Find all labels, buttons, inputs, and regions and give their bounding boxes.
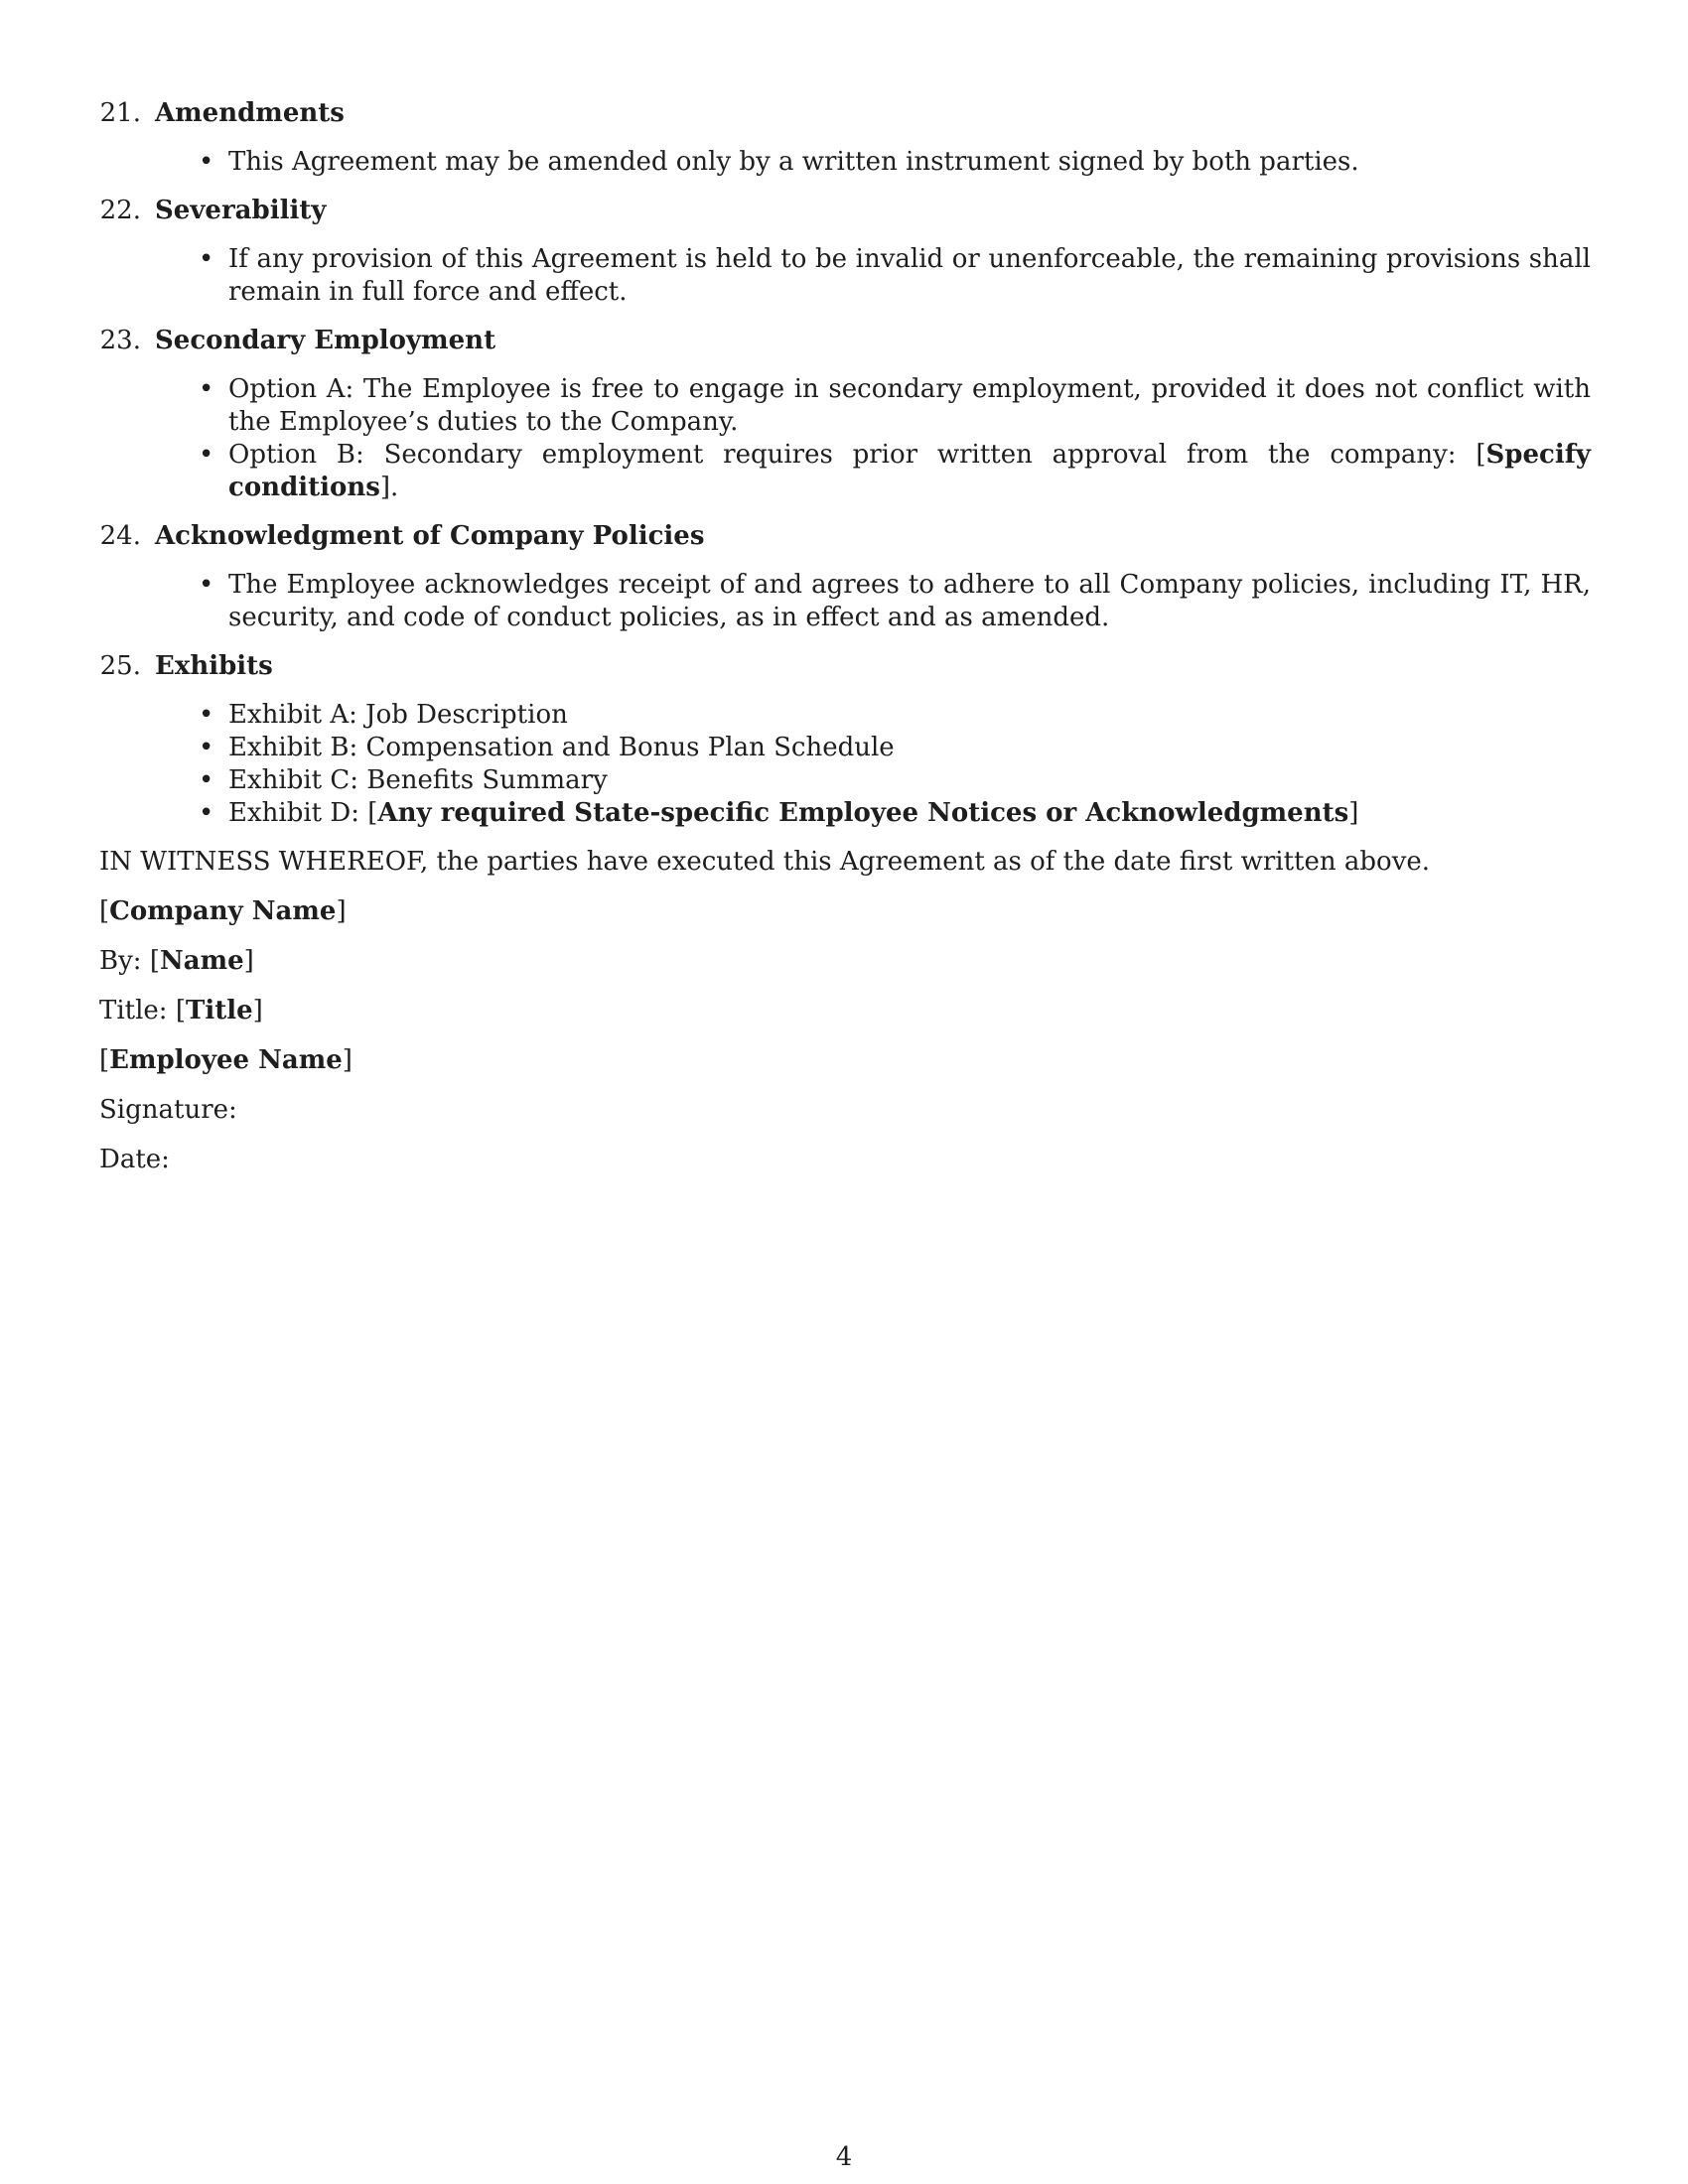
date-line: Date:: [99, 1145, 170, 1174]
section-heading: [99, 325, 1591, 357]
bullet-list: [99, 243, 1591, 309]
placeholder-title: Title: [185, 996, 253, 1025]
section-title: Severability: [155, 196, 327, 225]
section-title: Amendments: [155, 98, 345, 128]
section-title: Secondary Employment: [155, 326, 496, 355]
employee-name-line: [99, 1044, 1591, 1077]
option-b-prefix: Option B: Secondary employment requires prior written approval from the company: [: [228, 440, 1486, 470]
section-exhibits: [99, 650, 1591, 830]
placeholder-name: Name: [159, 946, 244, 976]
bullet-list: [99, 699, 1591, 830]
exhibit-d-prefix: Exhibit D: [: [228, 798, 378, 828]
list-item-option-b: [228, 439, 1591, 504]
list-item-exhibit-d: [228, 797, 1591, 830]
section-title: Exhibits: [155, 651, 273, 681]
placeholder-state-notices: Any required State-specific Employee Notices or Acknowledgments: [377, 798, 1349, 828]
list-item-exhibit-a: • Exhibit A: Job Description: [228, 699, 1591, 732]
section-number: 24.: [99, 521, 141, 551]
section-number: 25.: [99, 651, 141, 681]
title-label: Title: [: [99, 996, 186, 1025]
placeholder-specify-conditions: Specify conditions: [228, 440, 1591, 502]
bullet-list: [99, 373, 1591, 504]
document-page: [99, 97, 1591, 1193]
by-line: [99, 945, 1591, 978]
bracket-close: ]: [342, 1045, 352, 1075]
list-item: • The Employee acknowledges receipt of and agrees to adhere to all Company policies, including IT, HR, security, and code of conduct policies, as in effect and as amended.: [228, 569, 1591, 634]
section-title: Acknowledgment of Company Policies: [155, 521, 705, 551]
list-item-exhibit-b: • Exhibit B: Compensation and Bonus Plan Schedule: [228, 732, 1591, 764]
list-item: • This Agreement may be amended only by a written instrument signed by both parties.: [228, 146, 1591, 179]
section-number: 23.: [99, 326, 141, 355]
list-item: • If any provision of this Agreement is held to be invalid or unenforceable, the remaining provisions shall remain in full force and effect.: [228, 243, 1591, 309]
bracket-open: [: [99, 1045, 110, 1075]
bracket-close: ]: [336, 896, 347, 926]
title-line: [99, 995, 1591, 1027]
bullet-list: [99, 146, 1591, 179]
section-company-policies: [99, 520, 1591, 634]
bracket-close: ]: [252, 996, 263, 1025]
page-number: 4: [835, 2142, 853, 2172]
list-item-option-a: • Option A: The Employee is free to engage in secondary employment, provided it does not conflict with the Employee’s duties to the Company.: [228, 373, 1591, 439]
section-secondary-employment: [99, 325, 1591, 504]
exhibit-d-suffix: ]: [1348, 798, 1359, 828]
section-heading: [99, 195, 1591, 227]
placeholder-employee-name: Employee Name: [109, 1045, 343, 1075]
bracket-open: [: [99, 896, 110, 926]
option-b-suffix: ].: [379, 473, 399, 502]
section-heading: [99, 97, 1591, 130]
bullet-list: [99, 569, 1591, 634]
company-name-line: [99, 895, 1591, 928]
witness-paragraph: IN WITNESS WHEREOF, the parties have executed this Agreement as of the date first written above.: [99, 847, 1431, 877]
section-heading: [99, 520, 1591, 553]
bracket-close: ]: [243, 946, 254, 976]
section-amendments: [99, 97, 1591, 179]
by-label: By: [: [99, 946, 160, 976]
section-number: 21.: [99, 98, 141, 128]
placeholder-company-name: Company Name: [109, 896, 337, 926]
section-number: 22.: [99, 196, 141, 225]
section-heading: [99, 650, 1591, 683]
list-item-exhibit-c: • Exhibit C: Benefits Summary: [228, 764, 1591, 797]
section-severability: [99, 195, 1591, 309]
signature-line: Signature:: [99, 1095, 237, 1125]
